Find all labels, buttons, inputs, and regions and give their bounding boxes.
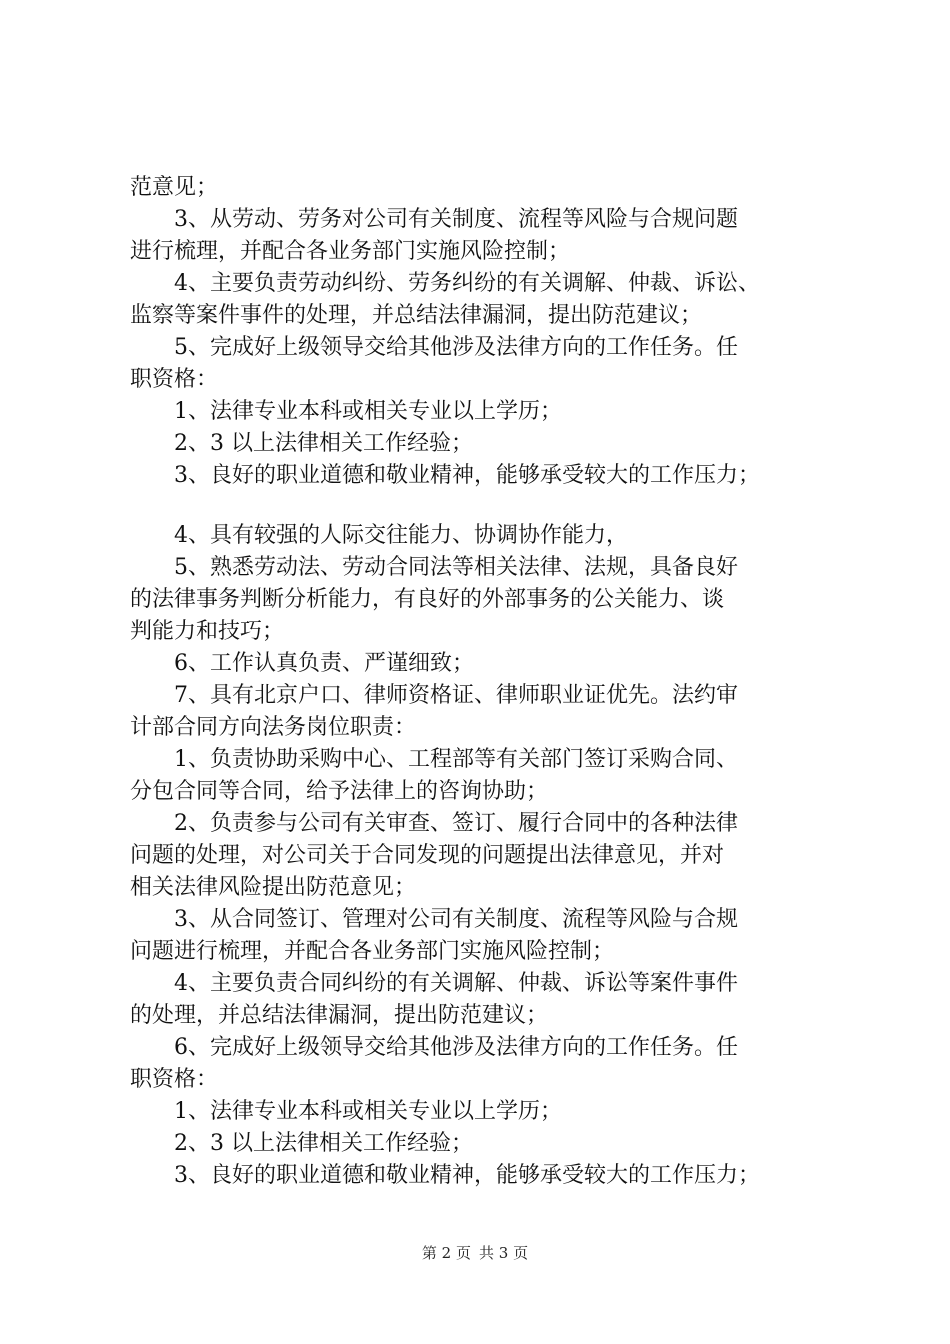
text-line: 2、3 以上法律相关工作经验； [174,1131,473,1156]
page-footer [0,1242,950,1264]
text-line: 职资格： [130,1067,219,1092]
text-line: 5、熟悉劳动法、劳动合同法等相关法律、法规，具备良好 [174,555,738,580]
text-line: 3、良好的职业道德和敬业精神，能够承受较大的工作压力； [174,463,760,488]
text-line: 3、从劳动、劳务对公司有关制度、流程等风险与合规问题 [174,207,738,232]
text-line: 6、工作认真负责、严谨细致； [174,651,474,676]
text-line: 2、3 以上法律相关工作经验； [174,431,473,456]
page-number-total: 共 3 页 [479,1244,529,1262]
text-line: 2、负责参与公司有关审查、签订、履行合同中的各种法律 [174,811,738,836]
text-line: 问题进行梳理，并配合各业务部门实施风险控制； [130,939,615,964]
text-line: 监察等案件事件的处理，并总结法律漏洞，提出防范建议； [130,303,703,328]
text-line: 进行梳理，并配合各业务部门实施风险控制； [130,239,571,264]
text-line: 3、从合同签订、管理对公司有关制度、流程等风险与合规 [174,907,738,932]
text-line: 判能力和技巧； [130,619,285,644]
text-line: 分包合同等合同，给予法律上的咨询协助； [130,779,549,804]
page-number-current: 第 2 页 [421,1244,471,1262]
text-line: 7、具有北京户口、律师资格证、律师职业证优先。法约审 [174,683,738,708]
text-line: 1、负责协助采购中心、工程部等有关部门签订采购合同、 [174,747,738,772]
text-line: 3、良好的职业道德和敬业精神，能够承受较大的工作压力； [174,1163,760,1188]
text-line: 计部合同方向法务岗位职责： [130,715,417,740]
text-line: 的法律事务判断分析能力，有良好的外部事务的公关能力、谈 [130,587,725,612]
document-body [130,172,830,1192]
text-line: 4、主要负责劳动纠纷、劳务纠纷的有关调解、仲裁、诉讼、 [174,271,760,296]
text-line: 1、法律专业本科或相关专业以上学历； [174,1099,562,1124]
text-line: 4、具有较强的人际交往能力、协调协作能力， [174,523,628,548]
text-line: 6、完成好上级领导交给其他涉及法律方向的工作任务。任 [174,1035,738,1060]
text-line: 相关法律风险提出防范意见； [130,875,417,900]
text-line: 5、完成好上级领导交给其他涉及法律方向的工作任务。任 [174,335,738,360]
text-line: 职资格： [130,367,219,392]
text-line: 范意见； [130,175,219,200]
text-line: 4、主要负责合同纠纷的有关调解、仲裁、诉讼等案件事件 [174,971,738,996]
text-line: 的处理，并总结法律漏洞，提出防范建议； [130,1003,549,1028]
text-line: 问题的处理，对公司关于合同发现的问题提出法律意见，并对 [130,843,725,868]
text-line: 1、法律专业本科或相关专业以上学历； [174,399,562,424]
paragraph-gap [130,492,830,520]
